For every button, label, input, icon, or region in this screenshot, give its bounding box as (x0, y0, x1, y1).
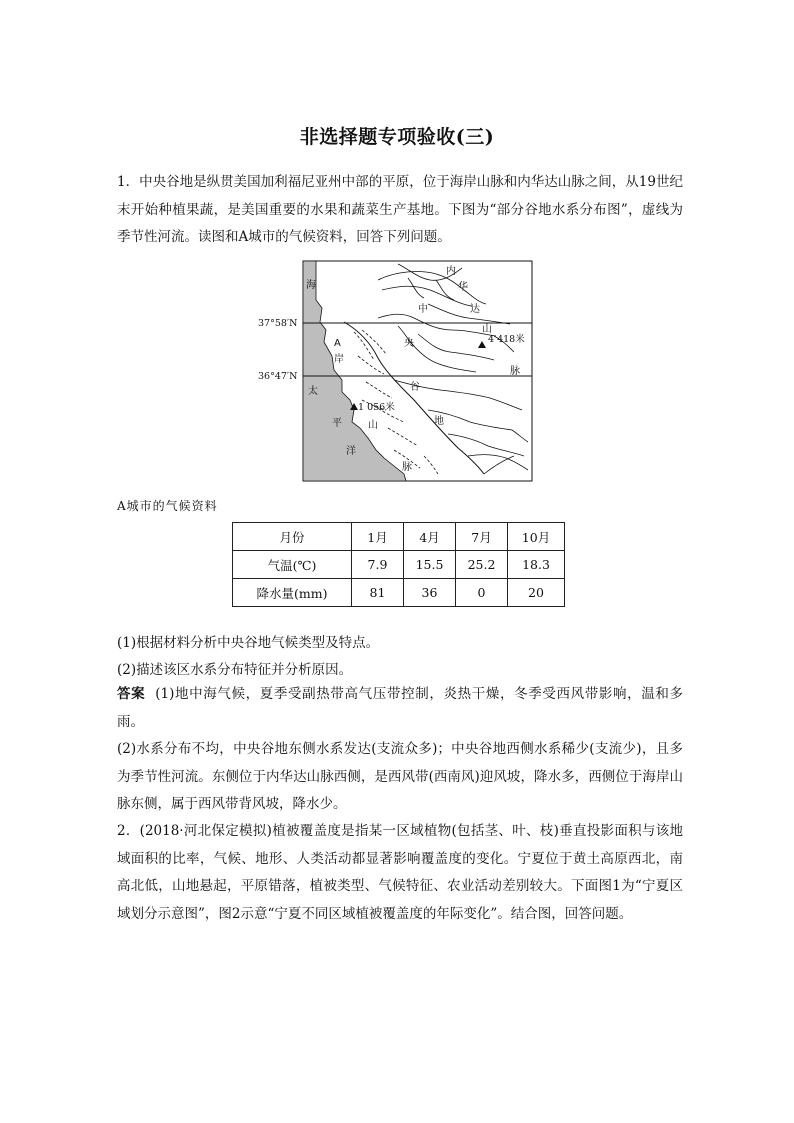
label-da: 达 (470, 304, 480, 315)
label-di: 地 (434, 416, 444, 427)
label-mai-east: 脉 (510, 366, 520, 377)
label-tai: 太 (308, 386, 318, 397)
label-hua: 华 (458, 282, 468, 293)
table-cell: 气温(℃) (233, 551, 352, 579)
sub-question-2: (2)描述该区水系分布特征并分析原因。 (117, 662, 353, 678)
table-cell: 7.9 (352, 551, 404, 579)
table-header-cell: 月份 (233, 523, 352, 551)
climate-table (232, 522, 565, 607)
lat-label-bottom: 36°47′N (258, 371, 298, 382)
table-header-cell: 4月 (404, 523, 456, 551)
label-ping: 平 (332, 418, 342, 429)
table-caption: A城市的气候资料 (117, 499, 218, 513)
answer-label: 答案 (117, 686, 146, 702)
table-header-cell: 10月 (508, 523, 565, 551)
table-cell: 36 (404, 579, 456, 607)
label-city-a: A (334, 338, 341, 349)
table-header-cell: 1月 (352, 523, 404, 551)
answer-1 (117, 681, 683, 736)
label-shan-west: 山 (368, 420, 378, 431)
label-gu: 谷 (410, 382, 420, 393)
table-cell: 15.5 (404, 551, 456, 579)
table-cell: 81 (352, 579, 404, 607)
table-cell: 降水量(mm) (233, 579, 352, 607)
river-system-map (258, 260, 533, 482)
table-cell: 18.3 (508, 551, 565, 579)
table-header-row (233, 523, 565, 551)
table-header-cell: 7月 (456, 523, 508, 551)
answer-1-text: (1)地中海气候，夏季受副热带高气压带控制，炎热干燥，冬季受西风带影响，温和多雨。 (117, 686, 684, 730)
table-cell: 0 (456, 579, 508, 607)
table-cell: 25.2 (456, 551, 508, 579)
sub-question-1: (1)根据材料分析中央谷地气候类型及特点。 (117, 635, 380, 651)
label-yang-central: 央 (404, 338, 414, 349)
label-yang: 洋 (346, 446, 356, 457)
label-peak-west: 1 056米 (358, 402, 395, 413)
map-svg (258, 260, 533, 482)
table-row (233, 551, 565, 579)
q1-intro: 1．中央谷地是纵贯美国加利福尼亚州中部的平原，位于海岸山脉和内华达山脉之间，从19世纪末开始种植果蔬，是美国重要的水果和蔬菜生产基地。下图为“部分谷地水系分布图”，虚线为季节性河流。读图和A城市的气候资料，回答下列问题。 (117, 174, 683, 245)
lat-label-top: 37°58′N (258, 318, 298, 329)
page-title: 非选择题专项验收(三) (299, 126, 495, 148)
label-an: 岸 (334, 354, 344, 365)
table-row (233, 579, 565, 607)
q2-text: 2．(2018·河北保定模拟)植被覆盖度是指某一区域植物(包括茎、叶、枝)垂直投影面积与该地域面积的比率，气候、地形、人类活动都显著影响覆盖度的变化。宁夏位于黄土高原西北，南高北低，山地悬起，平原错落，植被类型、气候特征、农业活动差别较大。下面图1为“宁夏区域划分示意图”，图2示意“宁夏不同区域植被覆盖度的年际变化”。结合图，回答问题。 (117, 823, 683, 922)
label-zhong: 中 (418, 304, 428, 315)
answer-2: (2)水系分布不均，中央谷地东侧水系发达(支流众多)；中央谷地西侧水系稀少(支流少)，且多为季节性河流。东侧位于内华达山脉西侧，是西风带(西南风)迎风坡，降水多，西侧位于海岸山脉东侧，属于西风带背风坡，降水少。 (117, 741, 683, 812)
label-mai-west: 脉 (402, 462, 412, 473)
label-hai: 海 (306, 280, 316, 291)
table-cell: 20 (508, 579, 565, 607)
label-peak-east: 4 418米 (488, 334, 525, 345)
label-nei: 内 (446, 266, 456, 277)
label-shan-east: 山 (482, 324, 492, 335)
